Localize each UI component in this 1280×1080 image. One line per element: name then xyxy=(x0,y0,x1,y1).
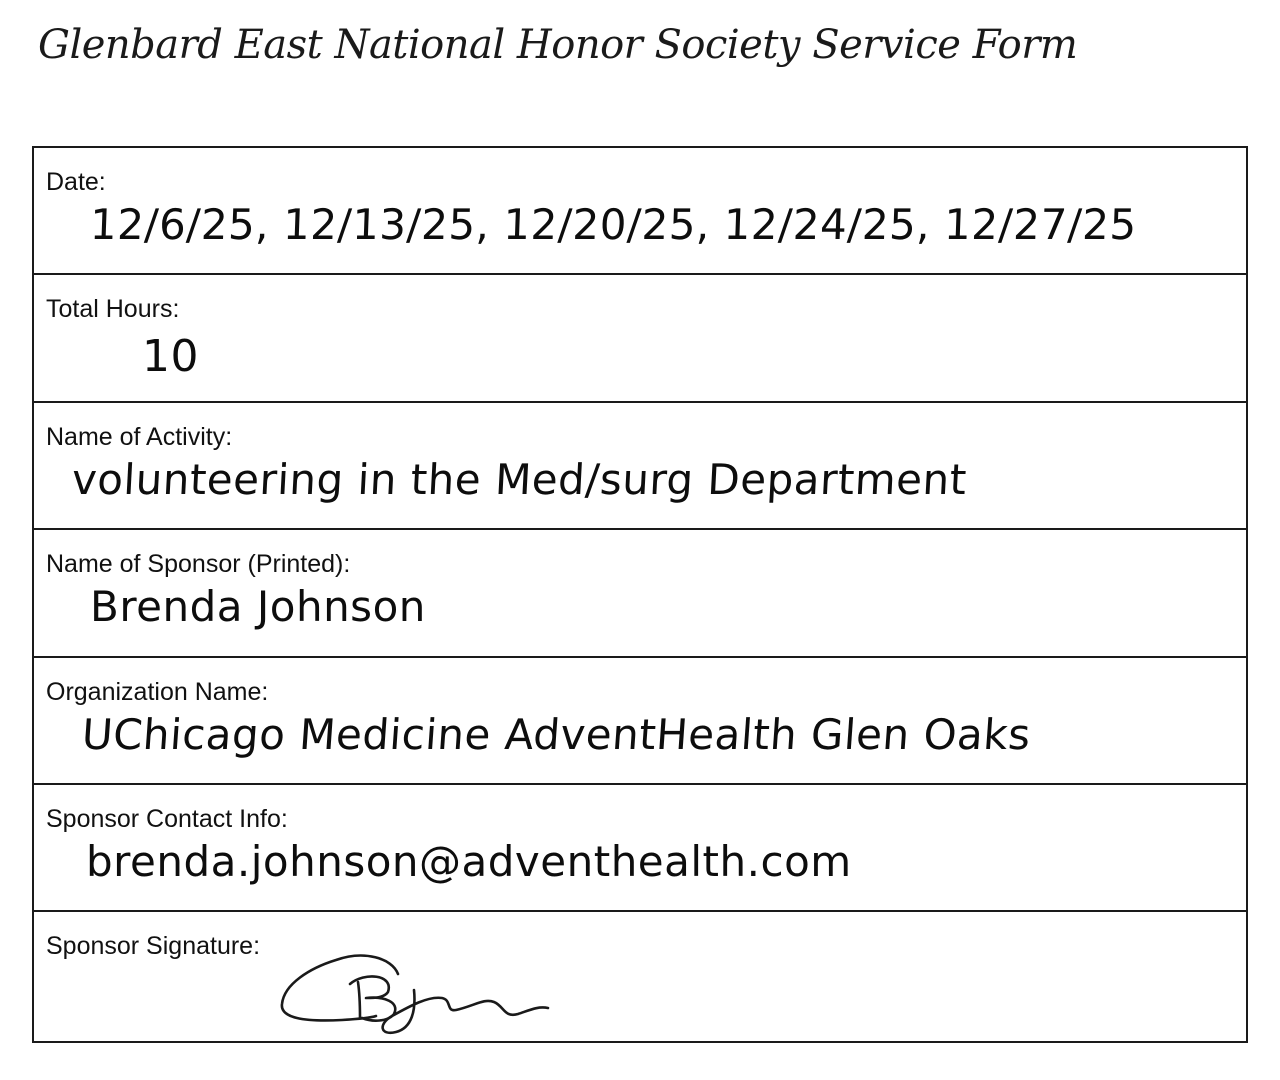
organization-label: Organization Name: xyxy=(46,677,269,706)
activity-row xyxy=(34,403,1246,530)
date-label: Date: xyxy=(46,168,106,196)
activity-value[interactable]: volunteering in the Med/surg Department xyxy=(70,454,968,504)
contact-value[interactable]: brenda.johnson@adventhealth.com xyxy=(86,836,852,886)
date-value[interactable]: 12/6/25, 12/13/25, 12/20/25, 12/24/25, 12/27/25 xyxy=(89,200,1138,249)
signature-row xyxy=(34,912,1246,1041)
total-hours-label: Total Hours: xyxy=(46,295,180,324)
organization-value[interactable]: UChicago Medicine AdventHealth Glen Oaks xyxy=(80,709,1033,759)
total-hours-value[interactable]: 10 xyxy=(142,331,199,383)
form-title: Glenbard East National Honor Society Service Form xyxy=(38,22,1078,68)
contact-row xyxy=(34,785,1246,912)
total-hours-row xyxy=(34,275,1246,402)
service-form-table xyxy=(32,146,1248,1043)
signature-label: Sponsor Signature: xyxy=(46,932,261,961)
sponsor-name-value[interactable]: Brenda Johnson xyxy=(90,582,426,632)
sponsor-name-label: Name of Sponsor (Printed): xyxy=(46,550,351,579)
organization-row xyxy=(34,658,1246,785)
sponsor-signature[interactable] xyxy=(280,932,550,1036)
activity-label: Name of Activity: xyxy=(46,422,233,451)
contact-label: Sponsor Contact Info: xyxy=(46,804,288,833)
date-row xyxy=(34,148,1246,275)
sponsor-name-row xyxy=(34,530,1246,657)
